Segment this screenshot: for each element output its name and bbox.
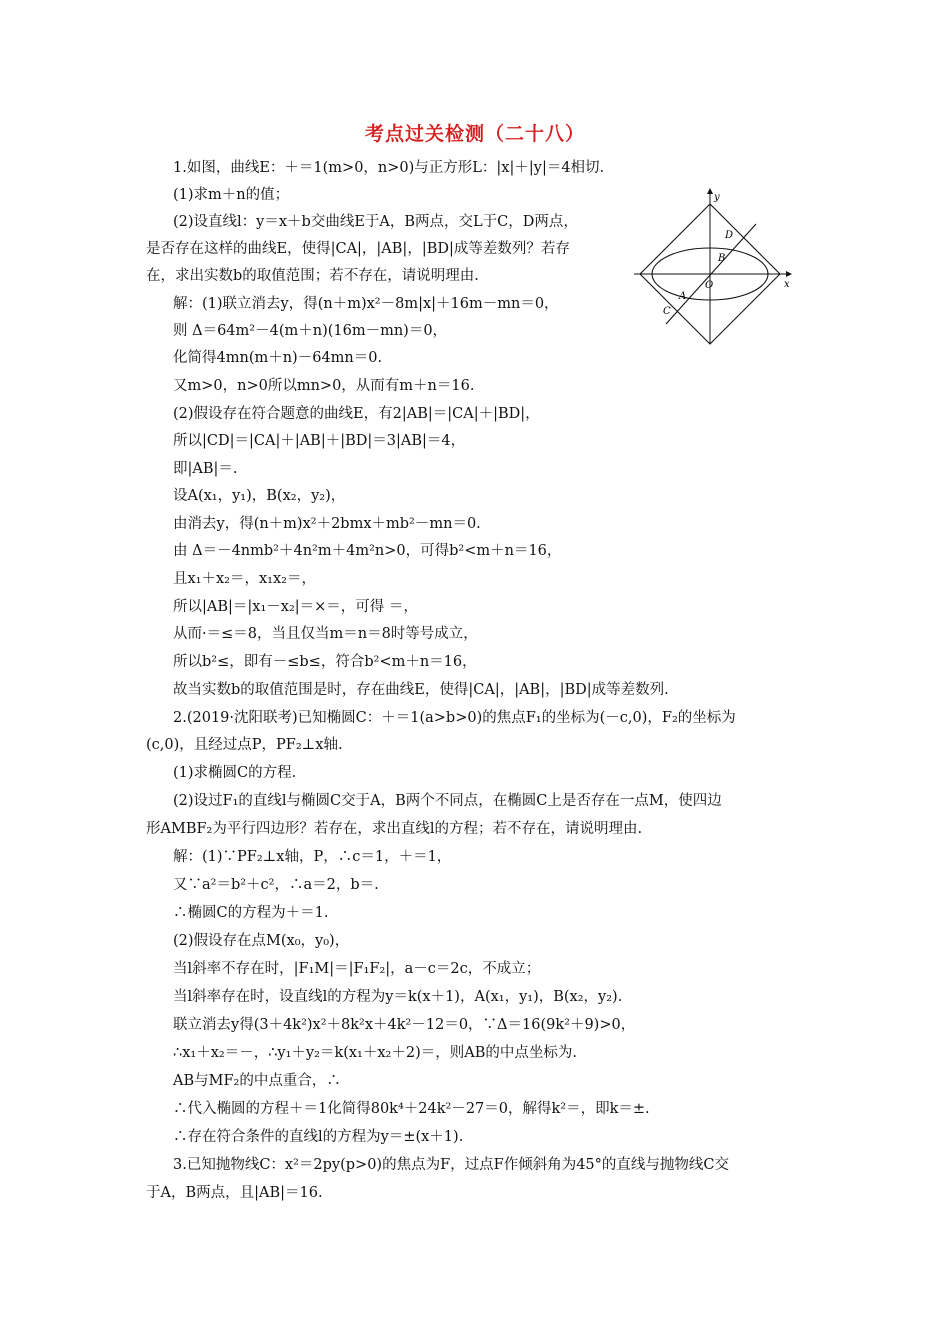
label-A: A <box>679 291 687 302</box>
y-axis-arrow <box>707 188 713 194</box>
solution-1-line-14: 所以b²≤，即有－≤b≤，符合b²<m＋n＝16， <box>173 654 477 670</box>
solution-1-line-9: 由消去y，得(n＋m)x²＋2bmx＋mb²－mn＝0. <box>173 516 481 532</box>
problem-2-part-2-line-1: (2)设过F₁的直线l与椭圆C交于A，B两个不同点，在椭圆C上是否存在一点M，使四边 <box>173 793 722 809</box>
solution-1-conclusion: 故当实数b的取值范围是时，存在曲线E，使得|CA|，|AB|，|BD|成等差数列. <box>173 682 669 698</box>
label-O: O <box>705 280 714 291</box>
solution-1-line-5: (2)假设存在符合题意的曲线E，有2|AB|＝|CA|＋|BD|， <box>173 406 540 422</box>
solution-1-line-3: 化简得4mn(m＋n)－64mn＝0. <box>173 350 383 366</box>
y-axis-label: y <box>714 192 720 203</box>
solution-1-line-1: 解：(1)联立消去y，得(n＋m)x²－8m|x|＋16m－mn＝0， <box>173 296 559 312</box>
solution-2-line-9: AB与MF₂的中点重合，∴ <box>173 1073 341 1089</box>
problem-1-part-2-line-3: 在，求出实数b的取值范围；若不存在，请说明理由. <box>146 268 479 284</box>
solution-1-line-4: 又m>0，n>0所以mn>0，从而有m＋n＝16. <box>173 378 475 394</box>
solution-2-line-3: ∴椭圆C的方程为＋＝1. <box>173 905 329 921</box>
label-C: C <box>663 306 671 317</box>
problem-3-statement-line-2: 于A，B两点，且|AB|＝16. <box>146 1185 323 1201</box>
page-title: 考点过关检测（二十八） <box>364 123 585 145</box>
ellipse-square-figure <box>630 186 795 346</box>
solution-2-line-7: 联立消去y得(3＋4k²)x²＋8k²x＋4k²－12＝0，∵Δ＝16(9k²＋9)>0， <box>173 1017 636 1033</box>
x-axis-label: x <box>784 279 790 290</box>
solution-1-line-2: 则 Δ＝64m²－4(m＋n)(16m－mn)＝0， <box>173 323 448 339</box>
x-axis-arrow <box>786 271 792 277</box>
solution-1-line-11: 且x₁＋x₂＝，x₁x₂＝， <box>173 571 316 587</box>
solution-2-line-1: 解：(1)∵PF₂⊥x轴，P，∴c＝1，＋＝1， <box>173 849 452 865</box>
problem-1-statement: 1.如图，曲线E：＋＝1(m>0，n>0)与正方形L：|x|＋|y|＝4相切. <box>173 160 605 176</box>
problem-2-statement-line-2: (c,0)，且经过点P，PF₂⊥x轴. <box>146 737 343 753</box>
label-D: D <box>725 230 734 241</box>
problem-2-part-2-line-2: 形AMBF₂为平行四边形？若存在，求出直线l的方程；若不存在，请说明理由. <box>146 821 643 837</box>
solution-2-line-8: ∴x₁＋x₂＝－，∴y₁＋y₂＝k(x₁＋x₂＋2)＝，则AB的中点坐标为. <box>173 1045 577 1061</box>
solution-2-line-2: 又∵a²＝b²＋c²，∴a＝2，b＝. <box>173 877 379 893</box>
problem-3-statement-line-1: 3.已知抛物线C：x²＝2py(p>0)的焦点为F，过点F作倾斜角为45°的直线与抛物线C交 <box>173 1157 730 1173</box>
solution-2-line-6: 当l斜率存在时，设直线l的方程为y＝k(x＋1)，A(x₁，y₁)，B(x₂，y₂). <box>173 989 623 1005</box>
solution-1-line-13: 从而·＝≤＝8，当且仅当m＝n＝8时等号成立， <box>173 626 478 642</box>
problem-2-part-1: (1)求椭圆C的方程. <box>173 765 297 781</box>
solution-2-line-5: 当l斜率不存在时，|F₁M|＝|F₁F₂|，a－c＝2c，不成立； <box>173 961 541 977</box>
problem-1-part-1: (1)求m＋n的值； <box>173 187 290 203</box>
solution-2-line-4: (2)假设存在点M(x₀，y₀)， <box>173 933 350 949</box>
solution-1-line-8: 设A(x₁，y₁)，B(x₂，y₂)， <box>173 488 346 504</box>
solution-2-conclusion: ∴存在符合条件的直线l的方程为y＝±(x＋1). <box>173 1129 464 1145</box>
problem-1-part-2-line-1: (2)设直线l：y＝x＋b交曲线E于A，B两点，交L于C，D两点， <box>173 214 578 230</box>
problem-1-part-2-line-2: 是否存在这样的曲线E，使得|CA|，|AB|，|BD|成等差数列？若存 <box>146 241 570 257</box>
solution-1-line-10: 由 Δ＝－4nmb²＋4n²m＋4m²n>0，可得b²<m＋n＝16， <box>173 543 562 559</box>
solution-1-line-7: 即|AB|＝. <box>173 461 238 477</box>
solution-2-line-10: ∴代入椭圆的方程＋＝1化简得80k⁴＋24k²－27＝0，解得k²＝，即k＝±. <box>173 1101 650 1117</box>
label-B: B <box>718 253 726 264</box>
solution-1-line-6: 所以|CD|＝|CA|＋|AB|＋|BD|＝3|AB|＝4， <box>173 433 466 449</box>
solution-1-line-12: 所以|AB|＝|x₁－x₂|＝×＝，可得 ＝， <box>173 599 418 615</box>
problem-2-statement-line-1: 2.(2019·沈阳联考)已知椭圆C：＋＝1(a>b>0)的焦点F₁的坐标为(－c,0)，F₂的坐标为 <box>173 710 736 726</box>
